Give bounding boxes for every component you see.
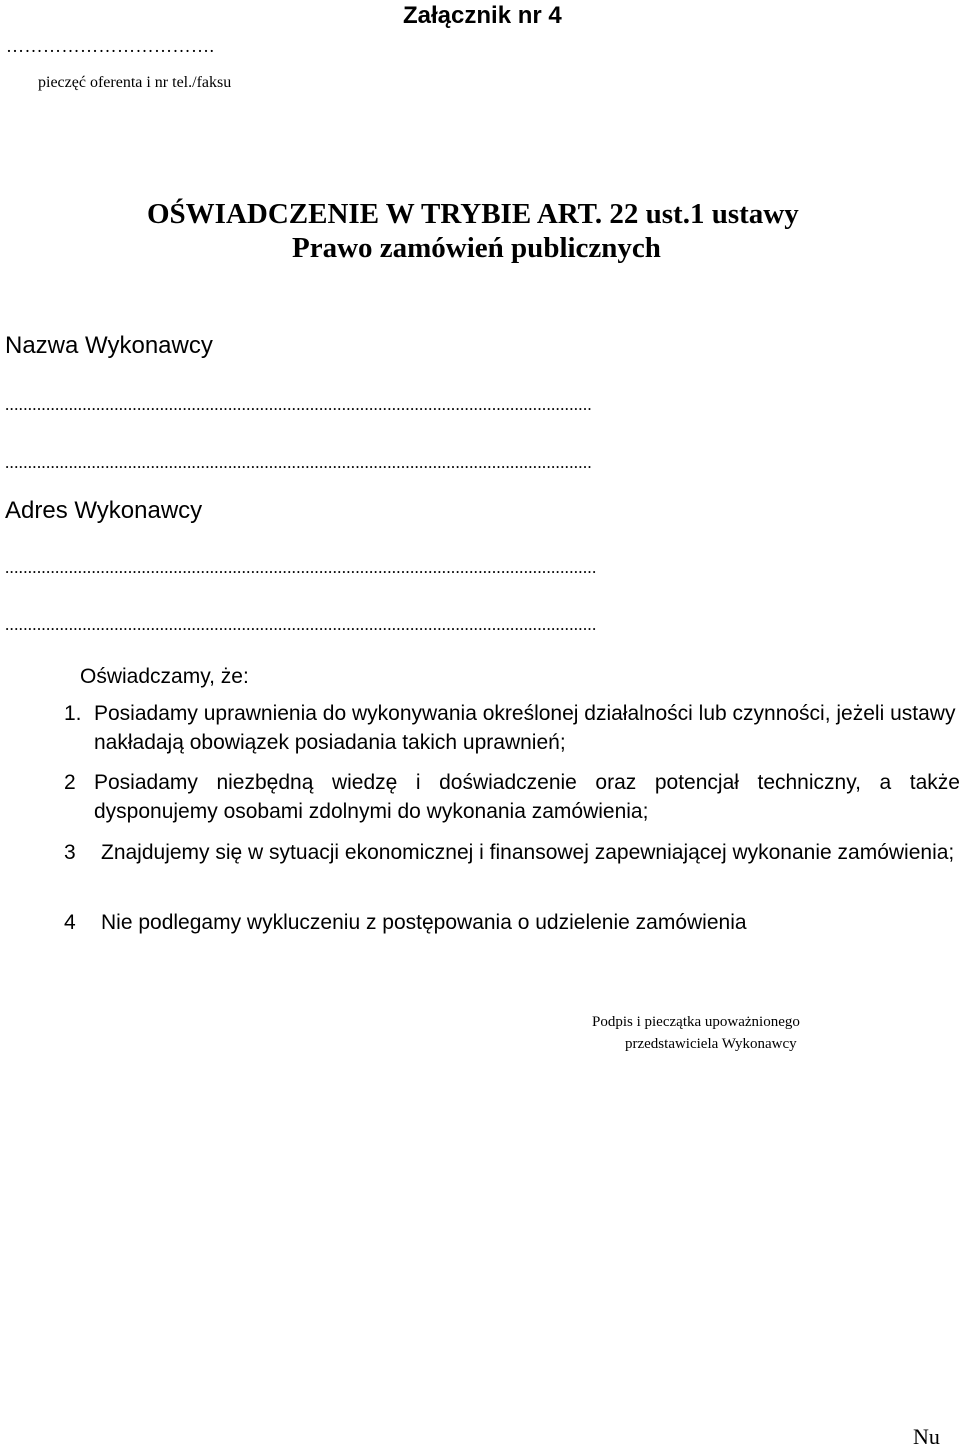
contractor-address-fill-line-2: .................................................................................................................................. — [5, 615, 597, 634]
document-title-line-2: Prawo zamówień publicznych — [292, 232, 661, 264]
declaration-intro: Oświadczamy, że: — [80, 665, 249, 688]
page-marker: Nu — [913, 1424, 940, 1449]
contractor-name-label: Nazwa Wykonawcy — [5, 332, 213, 359]
signature-caption-line-1: Podpis i pieczątka upoważnionego — [592, 1014, 800, 1030]
annex-label: Załącznik nr 4 — [403, 2, 562, 29]
declaration-item-number: 1. — [64, 702, 82, 725]
contractor-address-fill-line-1: .................................................................................................................................. — [5, 558, 597, 577]
contractor-name-fill-line-1: ................................................................................................................................. — [5, 395, 592, 414]
signature-caption-line-2: przedstawiciela Wykonawcy — [625, 1036, 797, 1052]
declaration-item-number: 2 — [64, 771, 76, 794]
declaration-item-text: Posiadamy uprawnienia do wykonywania określonej działalności lub czynności, jeżeli ustawy nakładają obowiązek posiadania takich uprawnień; — [94, 702, 956, 754]
contractor-name-fill-line-2: ................................................................................................................................. — [5, 453, 592, 472]
declaration-item-text: Posiadamy niezbędną wiedzę i doświadczenie oraz potencjał techniczny, a także dysponujemy osobami zdolnymi do wykonania zamówienia; — [94, 771, 960, 823]
document-title-line-1: OŚWIADCZENIE W TRYBIE ART. 22 ust.1 ustawy — [147, 198, 799, 230]
stamp-placeholder-line: ……………………………. — [6, 36, 215, 56]
contractor-address-label: Adres Wykonawcy — [5, 497, 203, 524]
declaration-item-number: 3 — [64, 841, 76, 864]
stamp-caption: pieczęć oferenta i nr tel./faksu — [38, 74, 232, 91]
declaration-item-text: Znajdujemy się w sytuacji ekonomicznej i finansowej zapewniającej wykonanie zamówienia; — [101, 841, 955, 864]
declaration-item-number: 4 — [64, 911, 76, 934]
declaration-item-text: Nie podlegamy wykluczeniu z postępowania o udzielenie zamówienia — [101, 911, 747, 934]
